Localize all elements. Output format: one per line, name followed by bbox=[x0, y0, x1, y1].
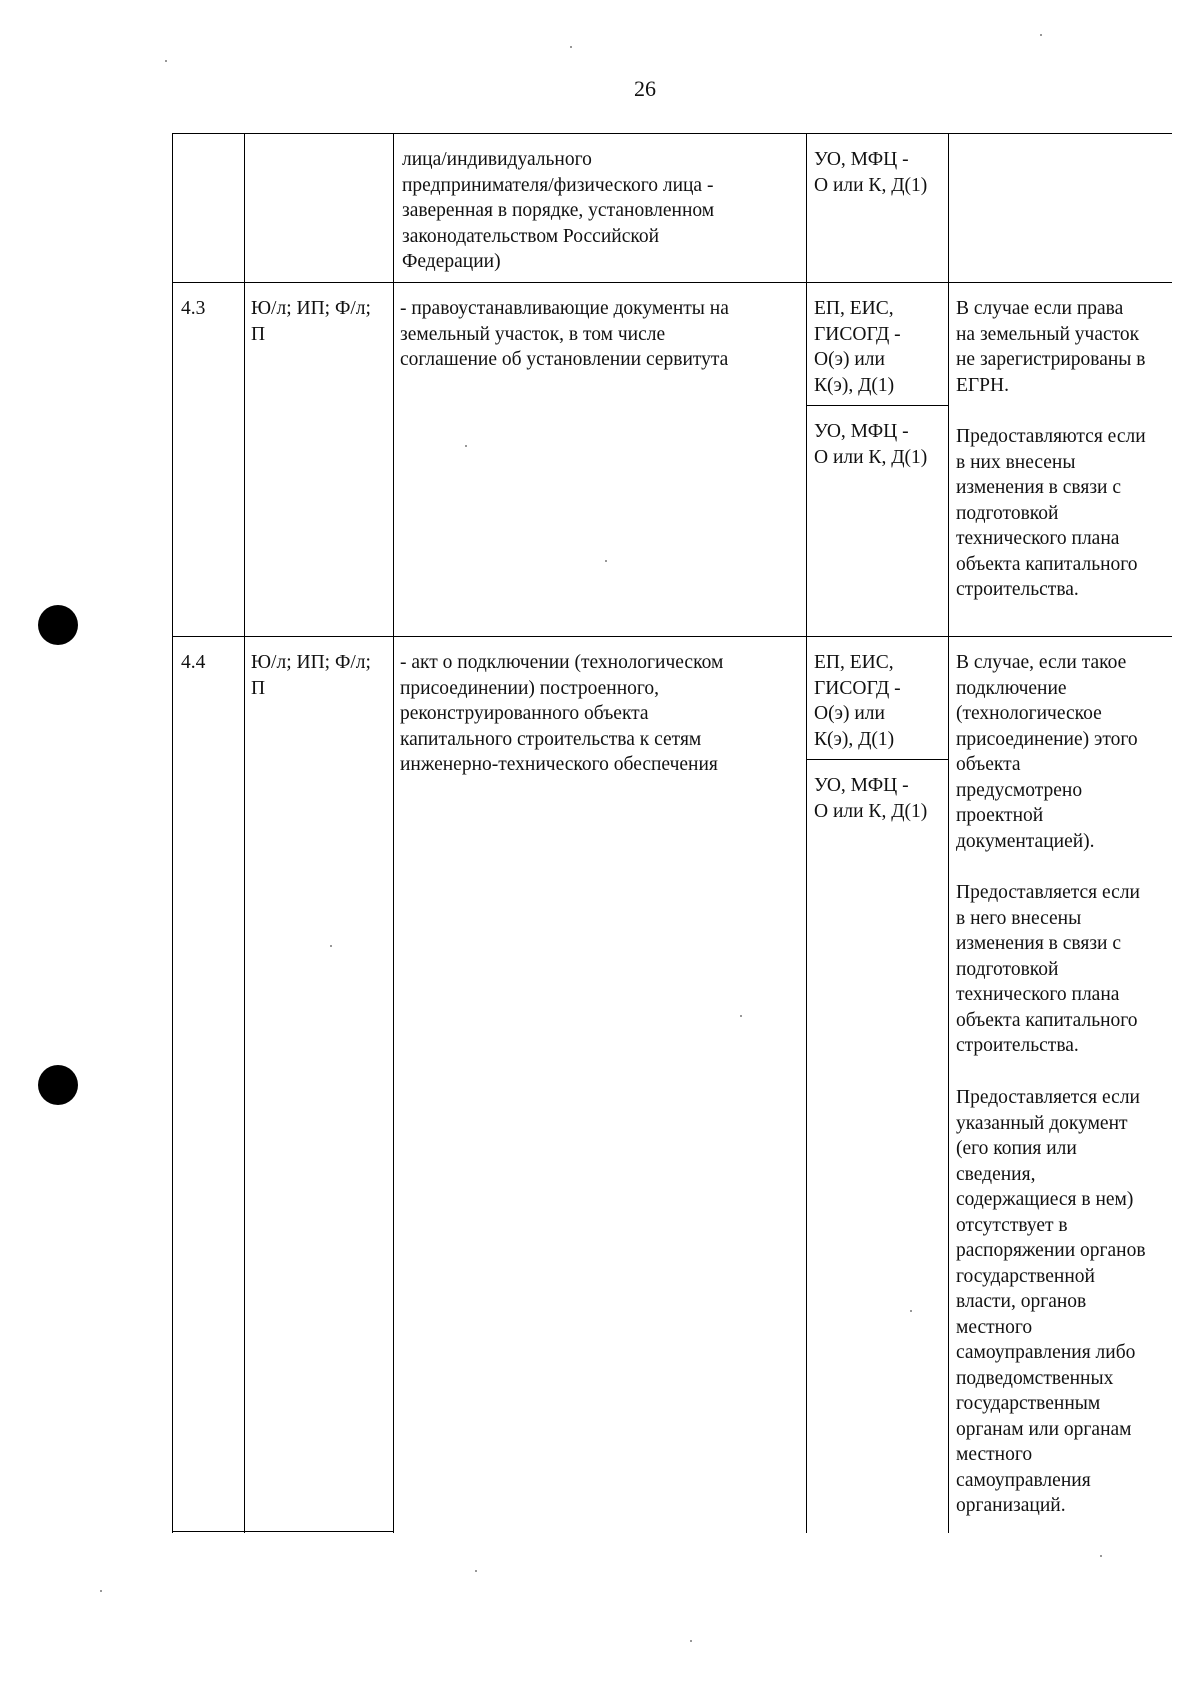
table-column-divider bbox=[806, 133, 807, 1533]
table-border-top bbox=[172, 133, 1172, 134]
source-divider bbox=[806, 759, 948, 760]
row-divider bbox=[172, 282, 1172, 283]
row-source-paper: УО, МФЦ - О или К, Д(1) bbox=[814, 775, 928, 822]
table-border-bottom bbox=[172, 1531, 394, 1532]
row-note: В случае если права на земельный участок не зарегистрированы в ЕГРН. bbox=[956, 298, 1146, 396]
row-divider bbox=[172, 636, 1172, 637]
scan-speck bbox=[465, 445, 467, 447]
row-number: 4.3 bbox=[181, 298, 206, 319]
row-source-electronic: ЕП, ЕИС, ГИСОГД - О(э) или К(э), Д(1) bbox=[814, 298, 901, 396]
scan-speck bbox=[1040, 34, 1042, 36]
punch-hole bbox=[38, 1065, 78, 1105]
scan-speck bbox=[100, 1590, 102, 1592]
row-document-text: - правоустанавливающие документы на земельный участок, в том числе соглашение об установлении сервитута bbox=[400, 298, 729, 370]
punch-hole bbox=[38, 605, 78, 645]
row-applicant: Ю/л; ИП; Ф/л; П bbox=[251, 298, 371, 345]
row-number: 4.4 bbox=[181, 652, 206, 673]
scan-speck bbox=[1100, 1555, 1102, 1557]
table-column-divider bbox=[393, 133, 394, 1533]
table-column-divider bbox=[948, 133, 949, 1533]
scan-speck bbox=[330, 945, 332, 947]
row-note: Предоставляются если в них внесены изменения в связи с подготовкой технического плана объекта капитального строительства. bbox=[956, 426, 1146, 600]
scan-speck bbox=[690, 1640, 692, 1642]
scan-speck bbox=[605, 560, 607, 562]
row-applicant: Ю/л; ИП; Ф/л; П bbox=[251, 652, 371, 699]
row-note: Предоставляется если в него внесены изменения в связи с подготовкой технического плана объекта капитального строительства. bbox=[956, 882, 1140, 1056]
continuation-document-text: лица/индивидуального предпринимателя/физического лица - заверенная в порядке, установленном законодательством Российской Федерации) bbox=[402, 149, 715, 272]
source-divider bbox=[806, 405, 948, 406]
row-source-paper: УО, МФЦ - О или К, Д(1) bbox=[814, 421, 928, 468]
scan-speck bbox=[570, 46, 572, 48]
row-note: В случае, если такое подключение (технологическое присоединение) этого объекта предусмотрено проектной документацией). bbox=[956, 652, 1138, 852]
row-document-text: - акт о подключении (технологическом присоединении) построенного, реконструированного объекта капитального строительства к сетям инженерно-технического обеспечения bbox=[400, 652, 724, 775]
scan-speck bbox=[910, 1310, 912, 1312]
scan-speck bbox=[475, 1570, 477, 1572]
table-border-left bbox=[172, 133, 173, 1533]
continuation-source-text: УО, МФЦ - О или К, Д(1) bbox=[814, 149, 928, 196]
scan-speck bbox=[740, 1015, 742, 1017]
scan-speck bbox=[165, 60, 167, 62]
row-source-electronic: ЕП, ЕИС, ГИСОГД - О(э) или К(э), Д(1) bbox=[814, 652, 901, 750]
table-column-divider bbox=[244, 133, 245, 1533]
row-note: Предоставляется если указанный документ (его копия или сведения, содержащиеся в нем) отсутствует в распоряжении органов государственной власти, органов местного самоуправления либо подведомственных государственным органам или органам местного самоуправления организаций. bbox=[956, 1087, 1146, 1516]
page-number: 26 bbox=[634, 76, 656, 101]
